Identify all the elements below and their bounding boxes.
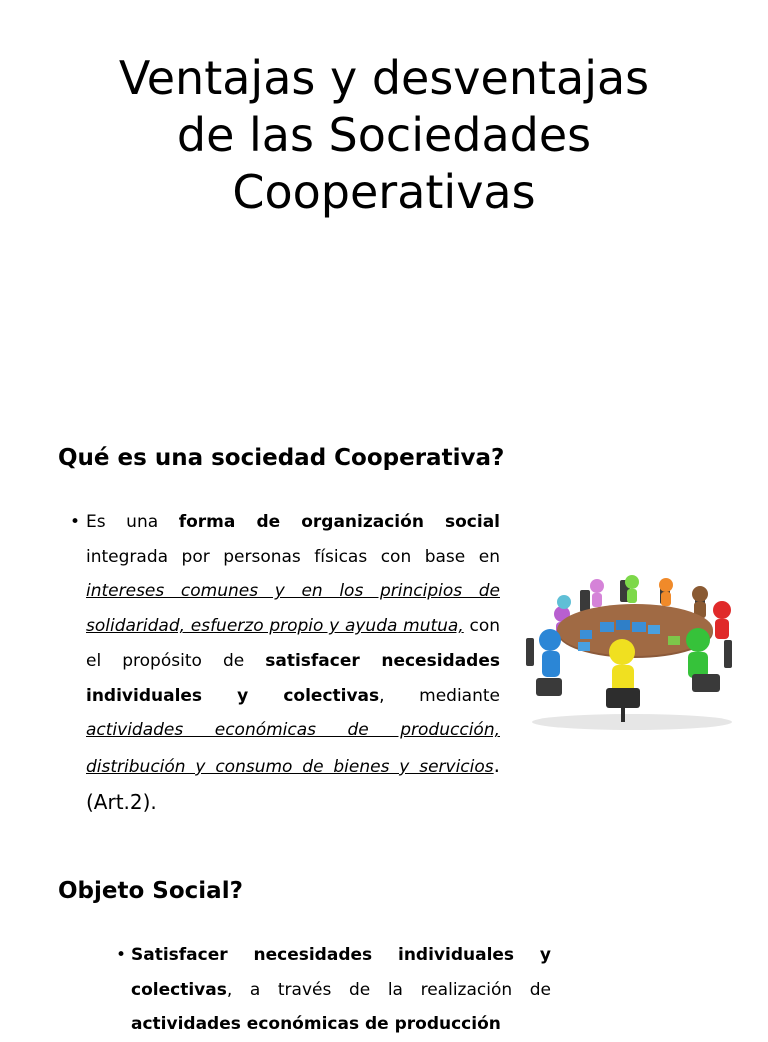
definition-paragraph (86, 505, 500, 821)
text-run: , a través de la realización de (226, 979, 551, 1000)
text-run: con el propósito de (86, 616, 501, 671)
section-heading-objeto-social: Objeto Social? (58, 878, 243, 904)
people-round-table-puzzle-icon (520, 570, 740, 730)
text-run: Es una (86, 512, 179, 532)
title-line-1: Ventajas y desventajas (118, 51, 650, 105)
bullet-marker: • (116, 945, 127, 965)
bullet-marker: • (70, 512, 81, 532)
page-title (0, 50, 768, 221)
bold-run: actividades económicas de producción (131, 1014, 501, 1035)
article-reference: (Art.2). (86, 789, 157, 814)
bold-run: satisfacer necesidades individuales y colectivas (86, 650, 500, 706)
italic-underlined-run: intereses comunes y en los principios de solidaridad, esfuerzo propio y ayuda mutua, (86, 581, 500, 637)
italic-underlined-run: actividades económicas de producción, distribución y consumo de bienes y servicios (86, 720, 500, 777)
text-run: , mediante (379, 685, 500, 706)
text-run: . (493, 752, 500, 777)
bold-run: forma de organización social (178, 512, 501, 532)
title-line-3: Cooperativas (232, 165, 536, 219)
bold-run: Satisfacer necesidades individuales y colectivas (131, 945, 551, 1000)
text-run: integrada por personas físicas con base en (86, 546, 500, 567)
title-line-2: de las Sociedades (176, 108, 592, 162)
section-heading-definition: Qué es una sociedad Cooperativa? (58, 445, 505, 471)
objeto-social-paragraph (131, 938, 551, 1042)
